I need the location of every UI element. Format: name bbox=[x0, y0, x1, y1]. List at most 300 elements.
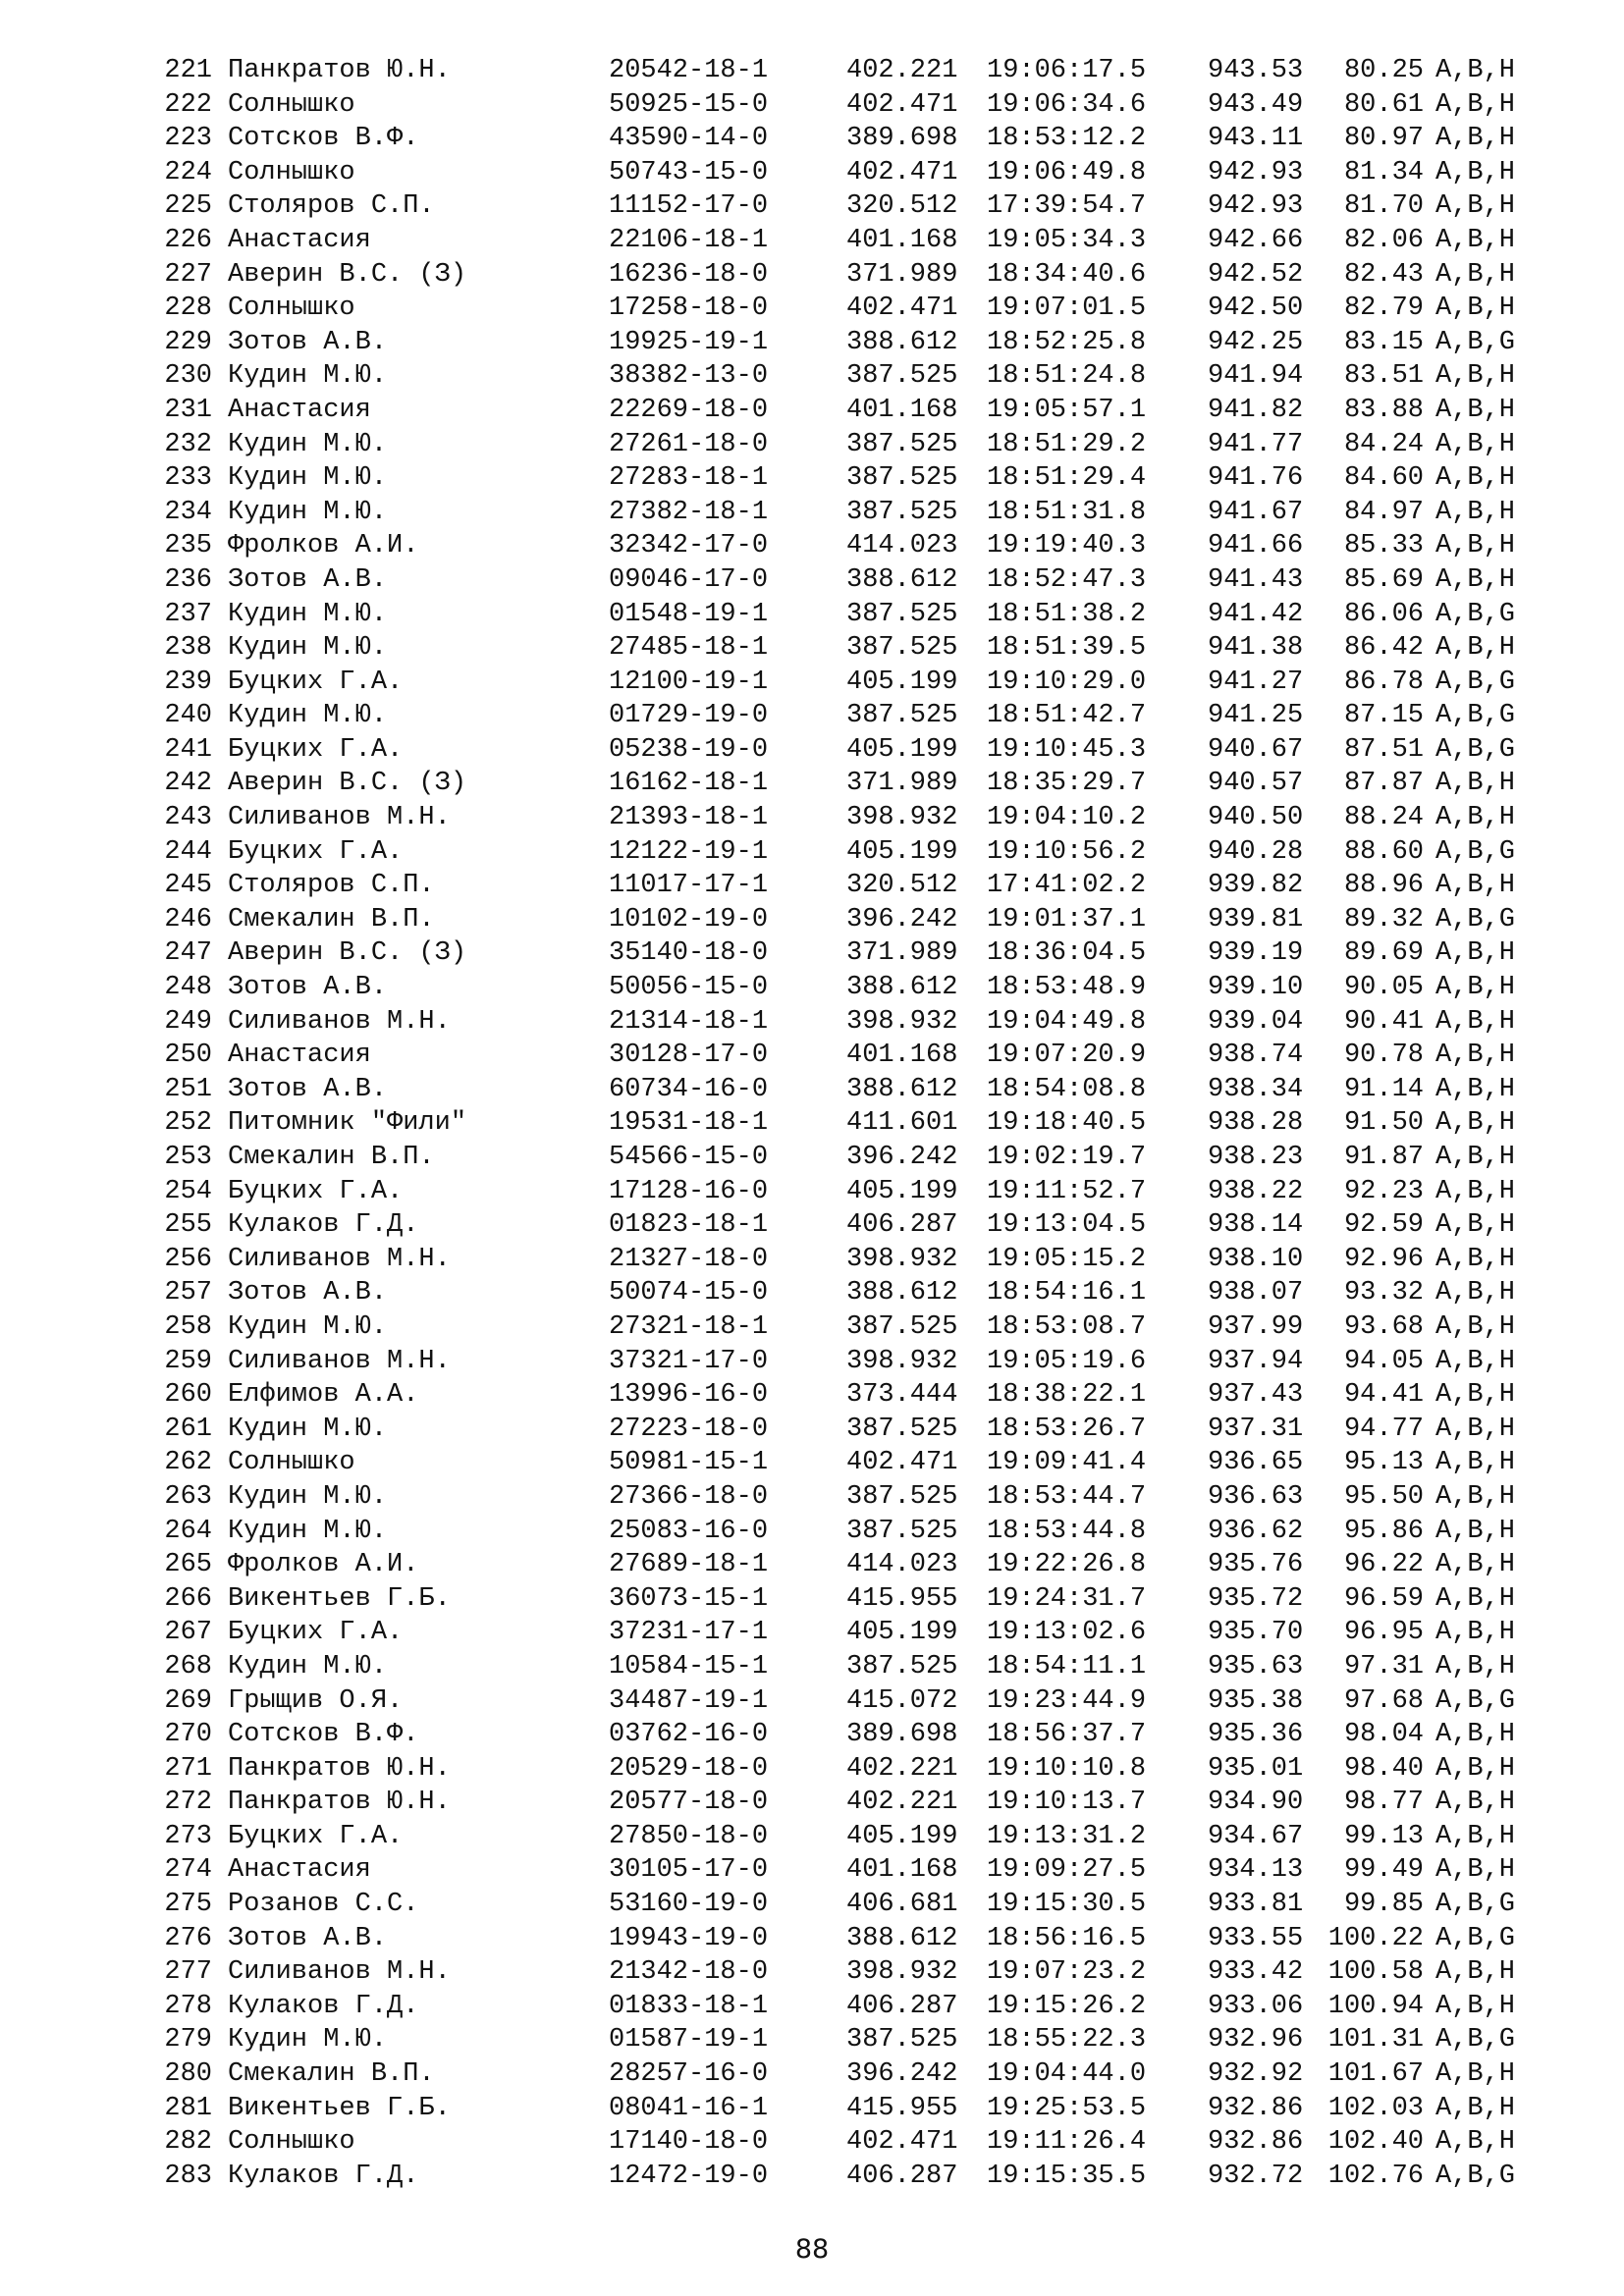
ring-number: 01823-18-1 bbox=[609, 1210, 769, 1241]
row-number: 233 bbox=[164, 463, 212, 494]
speed-value: 942.50 bbox=[1208, 294, 1304, 324]
ring-number: 27223-18-0 bbox=[609, 1414, 769, 1444]
flags-value: A,B,G bbox=[1435, 836, 1516, 867]
coefficient-value: 86.06 bbox=[1343, 599, 1424, 629]
arrival-time: 19:15:35.5 bbox=[987, 2161, 1147, 2191]
table-row bbox=[0, 1276, 1624, 1310]
row-number: 273 bbox=[164, 1821, 212, 1851]
row-number: 271 bbox=[164, 1753, 212, 1784]
coefficient-value: 95.86 bbox=[1343, 1516, 1424, 1546]
distance-value: 405.199 bbox=[846, 734, 958, 765]
arrival-time: 17:41:02.2 bbox=[987, 871, 1147, 901]
distance-value: 415.072 bbox=[846, 1685, 958, 1716]
speed-value: 932.86 bbox=[1208, 2093, 1304, 2123]
flags-value: A,B,H bbox=[1435, 1176, 1516, 1206]
owner-name: Кулаков Г.Д. bbox=[228, 1210, 419, 1241]
coefficient-value: 82.06 bbox=[1343, 225, 1424, 255]
ring-number: 22269-18-0 bbox=[609, 395, 769, 425]
ring-number: 01833-18-1 bbox=[609, 1991, 769, 2021]
speed-value: 941.43 bbox=[1208, 564, 1304, 595]
distance-value: 405.199 bbox=[846, 667, 958, 697]
distance-value: 387.525 bbox=[846, 1481, 958, 1512]
arrival-time: 19:13:04.5 bbox=[987, 1210, 1147, 1241]
speed-value: 941.77 bbox=[1208, 429, 1304, 459]
speed-value: 938.23 bbox=[1208, 1143, 1304, 1172]
distance-value: 401.168 bbox=[846, 225, 958, 255]
table-row bbox=[0, 1141, 1624, 1175]
speed-value: 938.74 bbox=[1208, 1041, 1304, 1071]
row-number: 261 bbox=[164, 1414, 212, 1444]
flags-value: A,B,H bbox=[1435, 803, 1516, 833]
distance-value: 387.525 bbox=[846, 2025, 958, 2056]
owner-name: Панкратов Ю.Н. bbox=[228, 1788, 451, 1818]
table-row bbox=[0, 1922, 1624, 1956]
table-row bbox=[0, 1853, 1624, 1888]
distance-value: 387.525 bbox=[846, 361, 958, 392]
row-number: 255 bbox=[164, 1210, 212, 1241]
flags-value: A,B,H bbox=[1435, 1753, 1516, 1784]
speed-value: 938.34 bbox=[1208, 1074, 1304, 1104]
ring-number: 27283-18-1 bbox=[609, 463, 769, 494]
flags-value: A,B,G bbox=[1435, 2161, 1516, 2191]
table-row bbox=[0, 1684, 1624, 1719]
owner-name: Кудин М.Ю. bbox=[228, 2025, 388, 2056]
arrival-time: 19:06:34.6 bbox=[987, 89, 1147, 120]
flags-value: A,B,G bbox=[1435, 904, 1516, 934]
flags-value: A,B,H bbox=[1435, 938, 1516, 969]
owner-name: Сотсков В.Ф. bbox=[228, 124, 419, 154]
speed-value: 941.94 bbox=[1208, 361, 1304, 392]
ring-number: 01729-19-0 bbox=[609, 701, 769, 731]
distance-value: 414.023 bbox=[846, 531, 958, 561]
coefficient-value: 96.22 bbox=[1343, 1550, 1424, 1580]
distance-value: 402.471 bbox=[846, 294, 958, 324]
flags-value: A,B,H bbox=[1435, 1481, 1516, 1512]
owner-name: Солнышко bbox=[228, 1448, 355, 1478]
distance-value: 402.471 bbox=[846, 157, 958, 187]
coefficient-value: 95.50 bbox=[1343, 1481, 1424, 1512]
distance-value: 396.242 bbox=[846, 904, 958, 934]
speed-value: 940.50 bbox=[1208, 803, 1304, 833]
distance-value: 387.525 bbox=[846, 599, 958, 629]
arrival-time: 19:04:10.2 bbox=[987, 803, 1147, 833]
flags-value: A,B,H bbox=[1435, 871, 1516, 901]
arrival-time: 18:53:08.7 bbox=[987, 1311, 1147, 1342]
speed-value: 941.66 bbox=[1208, 531, 1304, 561]
table-row bbox=[0, 1752, 1624, 1787]
row-number: 277 bbox=[164, 1957, 212, 1988]
speed-value: 939.19 bbox=[1208, 938, 1304, 969]
row-number: 244 bbox=[164, 836, 212, 867]
speed-value: 934.90 bbox=[1208, 1788, 1304, 1818]
distance-value: 401.168 bbox=[846, 1041, 958, 1071]
owner-name: Кудин М.Ю. bbox=[228, 497, 388, 527]
arrival-time: 18:54:16.1 bbox=[987, 1278, 1147, 1308]
distance-value: 387.525 bbox=[846, 497, 958, 527]
ring-number: 10584-15-1 bbox=[609, 1651, 769, 1682]
ring-number: 21314-18-1 bbox=[609, 1006, 769, 1037]
speed-value: 935.70 bbox=[1208, 1618, 1304, 1648]
distance-value: 387.525 bbox=[846, 429, 958, 459]
distance-value: 406.287 bbox=[846, 2161, 958, 2191]
speed-value: 932.86 bbox=[1208, 2127, 1304, 2158]
flags-value: A,B,H bbox=[1435, 1244, 1516, 1274]
row-number: 243 bbox=[164, 803, 212, 833]
coefficient-value: 91.50 bbox=[1343, 1108, 1424, 1139]
coefficient-value: 102.76 bbox=[1327, 2161, 1424, 2191]
owner-name: Силиванов М.Н. bbox=[228, 1006, 451, 1037]
row-number: 256 bbox=[164, 1244, 212, 1274]
coefficient-value: 94.05 bbox=[1343, 1346, 1424, 1376]
distance-value: 388.612 bbox=[846, 973, 958, 1003]
speed-value: 941.38 bbox=[1208, 633, 1304, 664]
owner-name: Кудин М.Ю. bbox=[228, 1414, 388, 1444]
table-row bbox=[0, 971, 1624, 1005]
owner-name: Анастасия bbox=[228, 395, 371, 425]
table-row bbox=[0, 631, 1624, 666]
arrival-time: 18:53:26.7 bbox=[987, 1414, 1147, 1444]
row-number: 225 bbox=[164, 191, 212, 222]
page-number: 88 bbox=[794, 2234, 830, 2265]
row-number: 245 bbox=[164, 871, 212, 901]
ring-number: 34487-19-1 bbox=[609, 1685, 769, 1716]
flags-value: A,B,H bbox=[1435, 1074, 1516, 1104]
speed-value: 936.65 bbox=[1208, 1448, 1304, 1478]
ring-number: 35140-18-0 bbox=[609, 938, 769, 969]
table-row bbox=[0, 2057, 1624, 2092]
table-row bbox=[0, 1243, 1624, 1277]
row-number: 240 bbox=[164, 701, 212, 731]
coefficient-value: 80.25 bbox=[1343, 56, 1424, 85]
speed-value: 932.92 bbox=[1208, 2059, 1304, 2090]
ring-number: 27261-18-0 bbox=[609, 429, 769, 459]
table-row bbox=[0, 1650, 1624, 1684]
speed-value: 940.28 bbox=[1208, 836, 1304, 867]
flags-value: A,B,H bbox=[1435, 497, 1516, 527]
ring-number: 50925-15-0 bbox=[609, 89, 769, 120]
arrival-time: 19:05:15.2 bbox=[987, 1244, 1147, 1274]
distance-value: 388.612 bbox=[846, 1074, 958, 1104]
ring-number: 50056-15-0 bbox=[609, 973, 769, 1003]
flags-value: A,B,H bbox=[1435, 1210, 1516, 1241]
speed-value: 941.42 bbox=[1208, 599, 1304, 629]
speed-value: 939.04 bbox=[1208, 1006, 1304, 1037]
table-row bbox=[0, 2092, 1624, 2126]
arrival-time: 18:53:44.7 bbox=[987, 1481, 1147, 1512]
flags-value: A,B,H bbox=[1435, 973, 1516, 1003]
speed-value: 937.99 bbox=[1208, 1311, 1304, 1342]
ring-number: 32342-17-0 bbox=[609, 531, 769, 561]
row-number: 226 bbox=[164, 225, 212, 255]
row-number: 247 bbox=[164, 938, 212, 969]
coefficient-value: 96.59 bbox=[1343, 1583, 1424, 1614]
row-number: 280 bbox=[164, 2059, 212, 2090]
flags-value: A,B,H bbox=[1435, 225, 1516, 255]
ring-number: 17128-16-0 bbox=[609, 1176, 769, 1206]
table-row bbox=[0, 1310, 1624, 1345]
ring-number: 21327-18-0 bbox=[609, 1244, 769, 1274]
table-row bbox=[0, 1548, 1624, 1582]
table-row bbox=[0, 1005, 1624, 1040]
row-number: 272 bbox=[164, 1788, 212, 1818]
arrival-time: 18:53:44.8 bbox=[987, 1516, 1147, 1546]
table-row bbox=[0, 2023, 1624, 2057]
coefficient-value: 81.70 bbox=[1343, 191, 1424, 222]
row-number: 234 bbox=[164, 497, 212, 527]
row-number: 246 bbox=[164, 904, 212, 934]
owner-name: Викентьев Г.Б. bbox=[228, 1583, 451, 1614]
coefficient-value: 91.87 bbox=[1343, 1143, 1424, 1172]
owner-name: Солнышко bbox=[228, 294, 355, 324]
table-row bbox=[0, 461, 1624, 496]
coefficient-value: 87.87 bbox=[1343, 769, 1424, 799]
flags-value: A,B,H bbox=[1435, 564, 1516, 595]
arrival-time: 19:23:44.9 bbox=[987, 1685, 1147, 1716]
arrival-time: 19:05:19.6 bbox=[987, 1346, 1147, 1376]
distance-value: 371.989 bbox=[846, 769, 958, 799]
ring-number: 27382-18-1 bbox=[609, 497, 769, 527]
row-number: 276 bbox=[164, 1923, 212, 1953]
distance-value: 405.199 bbox=[846, 1821, 958, 1851]
coefficient-value: 84.24 bbox=[1343, 429, 1424, 459]
arrival-time: 19:05:34.3 bbox=[987, 225, 1147, 255]
owner-name: Буцких Г.А. bbox=[228, 734, 404, 765]
distance-value: 371.989 bbox=[846, 938, 958, 969]
speed-value: 941.27 bbox=[1208, 667, 1304, 697]
table-row bbox=[0, 1786, 1624, 1820]
table-row bbox=[0, 2125, 1624, 2160]
distance-value: 387.525 bbox=[846, 1311, 958, 1342]
distance-value: 402.471 bbox=[846, 89, 958, 120]
coefficient-value: 86.78 bbox=[1343, 667, 1424, 697]
flags-value: A,B,H bbox=[1435, 1380, 1516, 1411]
owner-name: Кудин М.Ю. bbox=[228, 1481, 388, 1512]
table-row bbox=[0, 666, 1624, 700]
ring-number: 20577-18-0 bbox=[609, 1788, 769, 1818]
coefficient-value: 99.85 bbox=[1343, 1890, 1424, 1920]
ring-number: 05238-19-0 bbox=[609, 734, 769, 765]
arrival-time: 18:56:16.5 bbox=[987, 1923, 1147, 1953]
table-row bbox=[0, 598, 1624, 632]
arrival-time: 19:04:44.0 bbox=[987, 2059, 1147, 2090]
row-number: 252 bbox=[164, 1108, 212, 1139]
owner-name: Панкратов Ю.Н. bbox=[228, 56, 451, 85]
ring-number: 01587-19-1 bbox=[609, 2025, 769, 2056]
speed-value: 935.01 bbox=[1208, 1753, 1304, 1784]
row-number: 266 bbox=[164, 1583, 212, 1614]
owner-name: Смекалин В.П. bbox=[228, 904, 435, 934]
arrival-time: 19:10:45.3 bbox=[987, 734, 1147, 765]
coefficient-value: 94.77 bbox=[1343, 1414, 1424, 1444]
row-number: 264 bbox=[164, 1516, 212, 1546]
flags-value: A,B,H bbox=[1435, 1855, 1516, 1886]
table-row bbox=[0, 359, 1624, 394]
flags-value: A,B,H bbox=[1435, 56, 1516, 85]
flags-value: A,B,H bbox=[1435, 157, 1516, 187]
results-table bbox=[0, 54, 1624, 2193]
table-row bbox=[0, 1820, 1624, 1854]
owner-name: Анастасия bbox=[228, 1041, 371, 1071]
row-number: 230 bbox=[164, 361, 212, 392]
distance-value: 389.698 bbox=[846, 124, 958, 154]
arrival-time: 18:51:38.2 bbox=[987, 599, 1147, 629]
ring-number: 20542-18-1 bbox=[609, 56, 769, 85]
ring-number: 36073-15-1 bbox=[609, 1583, 769, 1614]
speed-value: 939.82 bbox=[1208, 871, 1304, 901]
coefficient-value: 87.15 bbox=[1343, 701, 1424, 731]
row-number: 278 bbox=[164, 1991, 212, 2021]
coefficient-value: 99.13 bbox=[1343, 1821, 1424, 1851]
table-row bbox=[0, 189, 1624, 224]
coefficient-value: 99.49 bbox=[1343, 1855, 1424, 1886]
row-number: 250 bbox=[164, 1041, 212, 1071]
coefficient-value: 88.96 bbox=[1343, 871, 1424, 901]
speed-value: 943.49 bbox=[1208, 89, 1304, 120]
speed-value: 937.43 bbox=[1208, 1380, 1304, 1411]
row-number: 263 bbox=[164, 1481, 212, 1512]
coefficient-value: 100.22 bbox=[1327, 1923, 1424, 1953]
row-number: 270 bbox=[164, 1720, 212, 1750]
flags-value: A,B,G bbox=[1435, 599, 1516, 629]
arrival-time: 18:52:25.8 bbox=[987, 327, 1147, 357]
coefficient-value: 98.40 bbox=[1343, 1753, 1424, 1784]
speed-value: 942.66 bbox=[1208, 225, 1304, 255]
table-row bbox=[0, 224, 1624, 258]
row-number: 224 bbox=[164, 157, 212, 187]
table-row bbox=[0, 496, 1624, 530]
table-row bbox=[0, 936, 1624, 971]
flags-value: A,B,H bbox=[1435, 294, 1516, 324]
arrival-time: 19:09:41.4 bbox=[987, 1448, 1147, 1478]
owner-name: Кудин М.Ю. bbox=[228, 361, 388, 392]
ring-number: 38382-13-0 bbox=[609, 361, 769, 392]
arrival-time: 17:39:54.7 bbox=[987, 191, 1147, 222]
flags-value: A,B,H bbox=[1435, 124, 1516, 154]
row-number: 281 bbox=[164, 2093, 212, 2123]
flags-value: A,B,H bbox=[1435, 395, 1516, 425]
distance-value: 402.221 bbox=[846, 1753, 958, 1784]
distance-value: 373.444 bbox=[846, 1380, 958, 1411]
flags-value: A,B,H bbox=[1435, 1991, 1516, 2021]
arrival-time: 19:06:17.5 bbox=[987, 56, 1147, 85]
ring-number: 20529-18-0 bbox=[609, 1753, 769, 1784]
table-row bbox=[0, 1175, 1624, 1209]
coefficient-value: 88.60 bbox=[1343, 836, 1424, 867]
speed-value: 938.10 bbox=[1208, 1244, 1304, 1274]
owner-name: Фролков А.И. bbox=[228, 531, 419, 561]
coefficient-value: 97.31 bbox=[1343, 1651, 1424, 1682]
ring-number: 28257-16-0 bbox=[609, 2059, 769, 2090]
coefficient-value: 83.88 bbox=[1343, 395, 1424, 425]
owner-name: Панкратов Ю.Н. bbox=[228, 1753, 451, 1784]
coefficient-value: 87.51 bbox=[1343, 734, 1424, 765]
coefficient-value: 83.51 bbox=[1343, 361, 1424, 392]
speed-value: 933.06 bbox=[1208, 1991, 1304, 2021]
row-number: 262 bbox=[164, 1448, 212, 1478]
ring-number: 13996-16-0 bbox=[609, 1380, 769, 1411]
speed-value: 933.81 bbox=[1208, 1890, 1304, 1920]
row-number: 239 bbox=[164, 667, 212, 697]
row-number: 223 bbox=[164, 124, 212, 154]
speed-value: 940.57 bbox=[1208, 769, 1304, 799]
speed-value: 932.72 bbox=[1208, 2161, 1304, 2191]
coefficient-value: 101.31 bbox=[1327, 2025, 1424, 2056]
speed-value: 936.62 bbox=[1208, 1516, 1304, 1546]
ring-number: 16162-18-1 bbox=[609, 769, 769, 799]
ring-number: 19925-19-1 bbox=[609, 327, 769, 357]
arrival-time: 18:51:31.8 bbox=[987, 497, 1147, 527]
arrival-time: 19:05:57.1 bbox=[987, 395, 1147, 425]
owner-name: Зотов А.В. bbox=[228, 327, 388, 357]
speed-value: 935.72 bbox=[1208, 1583, 1304, 1614]
ring-number: 10102-19-0 bbox=[609, 904, 769, 934]
flags-value: A,B,H bbox=[1435, 2127, 1516, 2158]
table-row bbox=[0, 1345, 1624, 1379]
arrival-time: 19:07:01.5 bbox=[987, 294, 1147, 324]
distance-value: 398.932 bbox=[846, 803, 958, 833]
flags-value: A,B,H bbox=[1435, 1108, 1516, 1139]
table-row bbox=[0, 428, 1624, 462]
ring-number: 19943-19-0 bbox=[609, 1923, 769, 1953]
row-number: 237 bbox=[164, 599, 212, 629]
coefficient-value: 90.78 bbox=[1343, 1041, 1424, 1071]
flags-value: A,B,H bbox=[1435, 191, 1516, 222]
speed-value: 935.76 bbox=[1208, 1550, 1304, 1580]
table-row bbox=[0, 733, 1624, 768]
distance-value: 398.932 bbox=[846, 1957, 958, 1988]
coefficient-value: 95.13 bbox=[1343, 1448, 1424, 1478]
row-number: 231 bbox=[164, 395, 212, 425]
distance-value: 401.168 bbox=[846, 395, 958, 425]
ring-number: 22106-18-1 bbox=[609, 225, 769, 255]
owner-name: Силиванов М.Н. bbox=[228, 1244, 451, 1274]
owner-name: Кудин М.Ю. bbox=[228, 1651, 388, 1682]
arrival-time: 19:09:27.5 bbox=[987, 1855, 1147, 1886]
arrival-time: 18:52:47.3 bbox=[987, 564, 1147, 595]
arrival-time: 19:01:37.1 bbox=[987, 904, 1147, 934]
flags-value: A,B,H bbox=[1435, 89, 1516, 120]
ring-number: 53160-19-0 bbox=[609, 1890, 769, 1920]
table-row bbox=[0, 1718, 1624, 1752]
row-number: 228 bbox=[164, 294, 212, 324]
distance-value: 388.612 bbox=[846, 1278, 958, 1308]
flags-value: A,B,H bbox=[1435, 1957, 1516, 1988]
distance-value: 398.932 bbox=[846, 1244, 958, 1274]
owner-name: Питомник "Фили" bbox=[228, 1108, 467, 1139]
distance-value: 320.512 bbox=[846, 871, 958, 901]
row-number: 248 bbox=[164, 973, 212, 1003]
distance-value: 388.612 bbox=[846, 1923, 958, 1953]
owner-name: Аверин В.С. (З) bbox=[228, 769, 467, 799]
table-row bbox=[0, 767, 1624, 801]
arrival-time: 18:51:29.4 bbox=[987, 463, 1147, 494]
speed-value: 940.67 bbox=[1208, 734, 1304, 765]
arrival-time: 18:38:22.1 bbox=[987, 1380, 1147, 1411]
table-row bbox=[0, 529, 1624, 563]
owner-name: Кудин М.Ю. bbox=[228, 701, 388, 731]
ring-number: 19531-18-1 bbox=[609, 1108, 769, 1139]
ring-number: 25083-16-0 bbox=[609, 1516, 769, 1546]
arrival-time: 19:22:26.8 bbox=[987, 1550, 1147, 1580]
flags-value: A,B,H bbox=[1435, 1821, 1516, 1851]
row-number: 253 bbox=[164, 1143, 212, 1172]
table-row bbox=[0, 869, 1624, 903]
arrival-time: 19:02:19.7 bbox=[987, 1143, 1147, 1172]
owner-name: Силиванов М.Н. bbox=[228, 1346, 451, 1376]
flags-value: A,B,H bbox=[1435, 1550, 1516, 1580]
flags-value: A,B,G bbox=[1435, 2025, 1516, 2056]
ring-number: 12100-19-1 bbox=[609, 667, 769, 697]
